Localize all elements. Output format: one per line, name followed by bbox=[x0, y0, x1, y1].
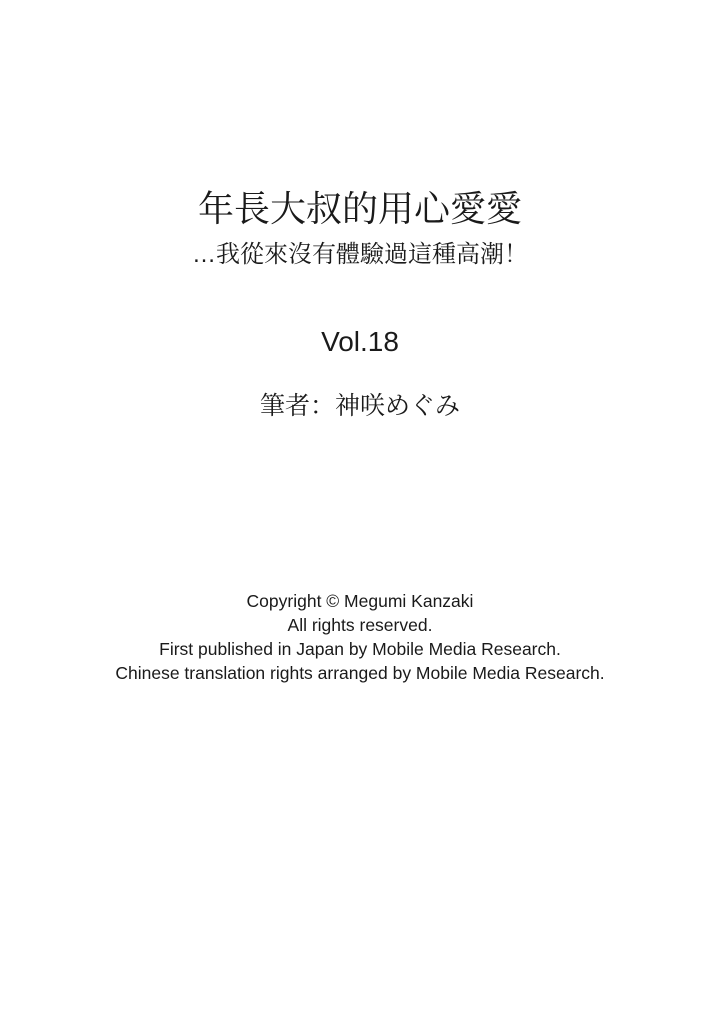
translation-rights-line: Chinese translation rights arranged by Mobile Media Research. bbox=[115, 663, 605, 683]
copyright-block bbox=[0, 589, 720, 685]
rights-reserved-line: All rights reserved. bbox=[287, 615, 433, 635]
copyright-line: Copyright © Megumi Kanzaki bbox=[246, 591, 474, 611]
author-line: 筆者：神咲めぐみ bbox=[259, 392, 460, 420]
series-subtitle: …我從來沒有體驗過這種高潮！ bbox=[192, 241, 528, 268]
volume-number: Vol.18 bbox=[321, 326, 399, 357]
series-title: 年長大叔的用心愛愛 bbox=[197, 188, 522, 229]
first-published-line: First published in Japan by Mobile Media Research. bbox=[159, 639, 561, 659]
